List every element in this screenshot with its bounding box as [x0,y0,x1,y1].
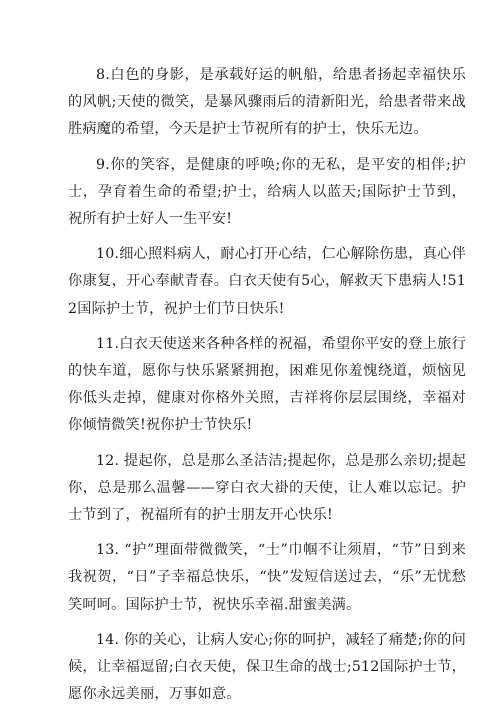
paragraph-9: 9.你的笑容，是健康的呼唤;你的无私，是平安的相伴;护士，孕育着生命的希望;护士，给病人以蓝天;国际护士节到，祝所有护士好人一生平安! [68,156,466,228]
paragraph-11: 11.白衣天使送来各种各样的祝福，希望你平安的登上旅行的快车道，愿你与快乐紧紧拥抱，困难见你羞愧绕道，烦恼见你低头走掉，健康对你格外关照，吉祥将你层层围绕，幸福对你倾情微笑!祝你护士节快乐! [68,335,466,434]
paragraph-12: 12. 提起你，总是那么圣洁洁;提起你，总是那么亲切;提起你，总是那么温馨——穿白衣大褂的天使，让人难以忘记。护士节到了，祝福所有的护士朋友开心快乐! [68,452,466,524]
paragraph-10: 10.细心照料病人，耐心打开心结，仁心解除伤患，真心伴你康复，开心奉献青春。白衣天使有5心，解救天下患病人!512国际护士节，祝护士们节日快乐! [68,246,466,317]
paragraph-8: 8.白色的身影，是承载好运的帆船，给患者扬起幸福快乐的风帆;天使的微笑，是暴风骤雨后的清新阳光，给患者带来战胜病魔的希望，今天是护士节祝所有的护士，快乐无边。 [68,67,466,138]
paragraph-13: 13. “护”理面带微微笑，“士”巾帼不让须眉，“节”日到来我祝贺，“日”子幸福总快乐，“快”发短信送过去，“乐”无忧愁笑呵呵。国际护士节，祝快乐幸福.甜蜜美满。 [68,542,466,613]
paragraph-14: 14. 你的关心，让病人安心;你的呵护，减轻了痛楚;你的问候，让幸福逗留;白衣天使，保卫生命的战士;512国际护士节，愿你永远美丽，万事如意。 [68,631,466,703]
